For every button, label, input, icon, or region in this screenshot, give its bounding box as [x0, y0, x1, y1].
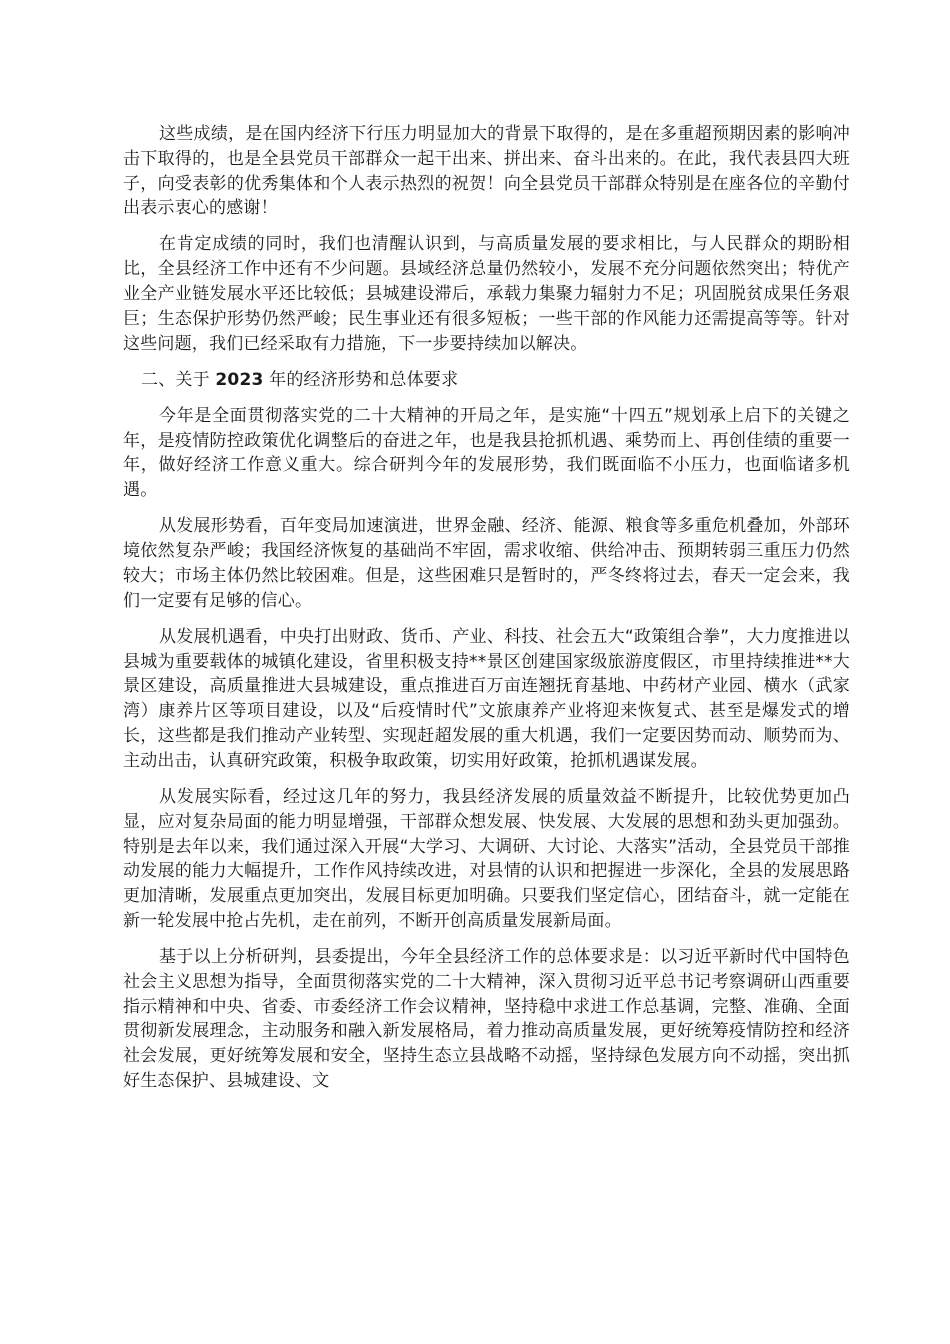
section-heading-suffix: 年的经济形势和总体要求 [263, 369, 459, 390]
paragraph-requirements: 基于以上分析研判，县委提出，今年全县经济工作的总体要求是：以习近平新时代中国特色社会主义思想为指导，全面贯彻落实党的二十大精神，深入贯彻习近平总书记考察调研山西重要指示精神和中央、省委、市委经济工作会议精神，坚持稳中求进工作总基调，完整、准确、全面贯彻新发展理念，主动服务和融入新发展格局，着力推动高质量发展，更好统筹疫情防控和经济社会发展，更好统筹发展和安全，坚持生态立县战略不动摇，坚持绿色发展方向不动摇，突出抓好生态保护、县城建设、文 [123, 946, 850, 1091]
paragraph-opportunities: 从发展机遇看，中央打出财政、货币、产业、科技、社会五大“政策组合拳”，大力度推进以县城为重要载体的城镇化建设，省里积极支持**景区创建国家级旅游度假区，市里持续推进**大景区建设，高质量推进大县城建设，重点推进百万亩连翘抚育基地、中药材产业园、横水（武家湾）康养片区等项目建设，以及“后疫情时代”文旅康养产业将迎来恢复式、甚至是爆发式的增长，这些都是我们推动产业转型、实现赶超发展的重大机遇，我们一定要因势而动、顺势而为、主动出击，认真研究政策，积极争取政策，切实用好政策，抢抓机遇谋发展。 [123, 626, 850, 771]
paragraph-situation: 从发展形势看，百年变局加速演进，世界金融、经济、能源、粮食等多重危机叠加，外部环境依然复杂严峻；我国经济恢复的基础尚不牢固，需求收缩、供给冲击、预期转弱三重压力仍然较大；市场主体仍然比较困难。但是，这些困难只是暂时的，严冬终将过去，春天一定会来，我们一定要有足够的信心。 [123, 516, 850, 611]
paragraph-year-overview: 今年是全面贯彻落实党的二十大精神的开局之年，是实施“十四五”规划承上启下的关键之年，是疫情防控政策优化调整后的奋进之年，也是我县抢抓机遇、乘势而上、再创佳绩的重要一年，做好经济工作意义重大。综合研判今年的发展形势，我们既面临不小压力，也面临诸多机遇。 [123, 405, 850, 501]
paragraph-problems: 在肯定成绩的同时，我们也清醒认识到，与高质量发展的要求相比，与人民群众的期盼相比，全县经济工作中还有不少问题。县域经济总量仍然较小，发展不充分问题依然突出；特优产业全产业链发展水平还比较低；县城建设滞后，承载力集聚力辐射力不足；巩固脱贫成果任务艰巨；生态保护形势仍然严峻；民生事业还有很多短板；一些干部的作风能力还需提高等等。针对这些问题，我们已经采取有力措施，下一步要持续加以解决。 [123, 234, 850, 354]
section-heading-prefix: 二、关于 [141, 369, 216, 390]
section-heading [123, 368, 850, 393]
section-heading-year: 2023 [215, 369, 264, 390]
paragraph-achievements: 这些成绩，是在国内经济下行压力明显加大的背景下取得的，是在多重超预期因素的影响冲击下取得的，也是全县党员干部群众一起干出来、拼出来、奋斗出来的。在此，我代表县四大班子，向受表彰的优秀集体和个人表示热烈的祝贺！向全县党员干部群众特别是在座各位的辛勤付出表示衷心的感谢！ [123, 124, 850, 219]
paragraph-reality: 从发展实际看，经过这几年的努力，我县经济发展的质量效益不断提升，比较优势更加凸显，应对复杂局面的能力明显增强，干部群众想发展、快发展、大发展的思想和劲头更加强劲。特别是去年以来，我们通过深入开展“大学习、大调研、大讨论、大落实”活动，全县党员干部推动发展的能力大幅提升，工作作风持续改进，对县情的认识和把握进一步深化，全县的发展思路更加清晰，发展重点更加突出，发展目标更加明确。只要我们坚定信心，团结奋斗，就一定能在新一轮发展中抢占先机，走在前列，不断开创高质量发展新局面。 [123, 786, 850, 931]
document-page [123, 122, 850, 1105]
